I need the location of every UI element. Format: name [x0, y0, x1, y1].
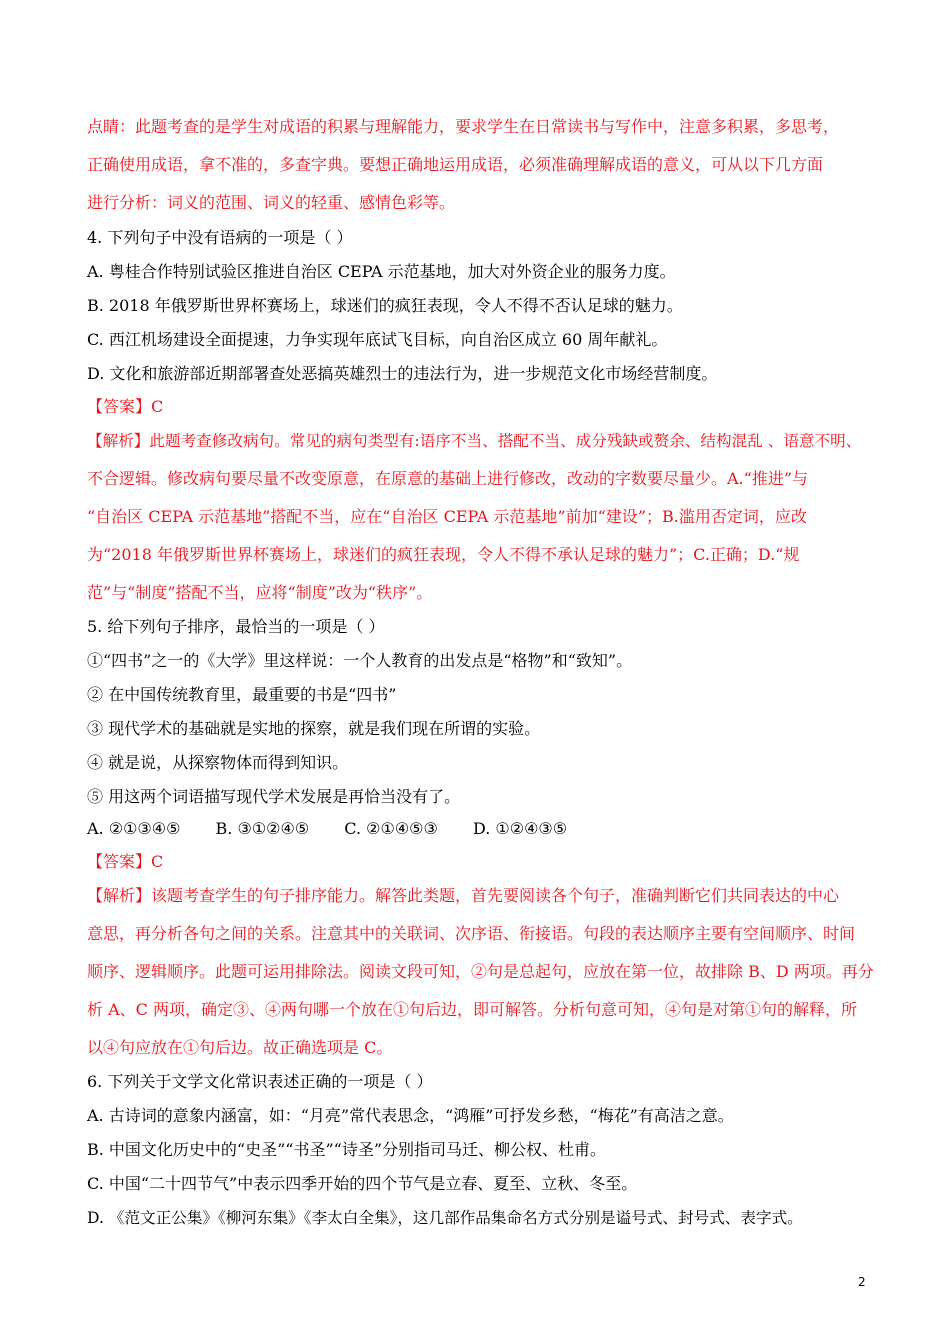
question-5-analysis-line: 【解析】该题考查学生的句子排序能力。解答此类题，首先要阅读各个句子，准确判断它们共同表达的中心: [87, 886, 840, 905]
question-4-analysis-line: 范”与“制度”搭配不当，应将“制度”改为“秩序”。: [87, 583, 433, 602]
question-6-option-b: B. 中国文化历史中的“史圣”“书圣”“诗圣”分别指司马迁、柳公权、杜甫。: [87, 1140, 607, 1159]
question-4-analysis-line: “自治区 CEPA 示范基地”搭配不当，应在“自治区 CEPA 示范基地”前加“建设”；B.滥用否定词，应改: [87, 507, 807, 526]
question-5-option-b: B. ③①②④⑤: [215, 819, 310, 838]
page-number: 2: [858, 1275, 866, 1289]
question-5-stem: 5. 给下列句子排序，最恰当的一项是（ ）: [87, 617, 385, 636]
question-4-analysis-line: 为“2018 年俄罗斯世界杯赛场上，球迷们的疯狂表现，令人不得不承认足球的魅力”；C.正确；D.“规: [87, 545, 800, 564]
question-6-option-c: C. 中国“二十四节气”中表示四季开始的四个节气是立春、夏至、立秋、冬至。: [87, 1174, 638, 1193]
question-5-sentence: ④ 就是说，从探察物体而得到知识。: [87, 753, 349, 772]
question-6-option-a: A. 古诗词的意象内涵富，如：“月亮”常代表思念，“鸿雁”可抒发乡愁，“梅花”有高洁之意。: [87, 1106, 734, 1125]
question-4-option-b: B. 2018 年俄罗斯世界杯赛场上，球迷们的疯狂表现，令人不得不否认足球的魅力。: [87, 296, 683, 315]
question-5-analysis-line: 顺序、逻辑顺序。此题可运用排除法。阅读文段可知，②句是总起句，应放在第一位，故排除 B、D 两项。再分: [87, 962, 874, 981]
question-4-option-d: D. 文化和旅游部近期部署查处恶搞英雄烈士的违法行为，进一步规范文化市场经营制度。: [87, 364, 718, 383]
question-5-sentence: ③ 现代学术的基础就是实地的探察，就是我们现在所谓的实验。: [87, 719, 541, 738]
question-5-option-c: C. ②①④⑤③: [344, 819, 438, 838]
question-4-analysis-line: 不合逻辑。修改病句要尽量不改变原意，在原意的基础上进行修改，改动的字数要尽量少。A.“推进”与: [87, 469, 809, 488]
question-5-sentence: ⑤ 用这两个词语描写现代学术发展是再恰当没有了。: [87, 787, 461, 806]
question-5-analysis-line: 析 A、C 两项，确定③、④两句哪一个放在①句后边，即可解答。分析句意可知，④句是对第①句的解释，所: [87, 1000, 857, 1019]
question-4-option-a: A. 粤桂合作特别试验区推进自治区 CEPA 示范基地，加大对外资企业的服务力度。: [87, 262, 676, 281]
question-4-answer: 【答案】C: [87, 397, 164, 416]
question-6-option-d: D. 《范文正公集》《柳河东集》《李太白全集》，这几部作品集命名方式分别是谥号式、封号式、表字式。: [87, 1209, 803, 1227]
question-5-sentence: ①“四书”之一的《大学》里这样说：一个人教育的出发点是“格物”和“致知”。: [87, 651, 633, 670]
question-5-option-a: A. ②①③④⑤: [87, 819, 181, 838]
hint-line: 点睛：此题考查的是学生对成语的积累与理解能力，要求学生在日常读书与写作中，注意多积累，多思考，: [87, 117, 840, 136]
question-4-analysis-line: 【解析】此题考查修改病句。常见的病句类型有:语序不当、搭配不当、成分残缺或赘余、结构混乱 、语意不明、: [87, 432, 862, 450]
question-5-options: [87, 819, 597, 839]
question-5-option-d: D. ①②④③⑤: [472, 819, 568, 838]
hint-line: 正确使用成语，拿不准的，多查字典。要想正确地运用成语，必须准确理解成语的意义，可从以下几方面: [87, 155, 824, 174]
question-5-sentence: ② 在中国传统教育里，最重要的书是“四书”: [87, 685, 397, 704]
hint-line: 进行分析：词义的范围、词义的轻重、感情色彩等。: [87, 193, 456, 212]
question-6-stem: 6. 下列关于文学文化常识表述正确的一项是（ ）: [87, 1072, 433, 1091]
question-5-analysis-line: 意思，再分析各句之间的关系。注意其中的关联词、次序语、衔接语。句段的表达顺序主要有空间顺序、时间: [87, 924, 856, 943]
question-5-answer: 【答案】C: [87, 852, 164, 871]
question-4-stem: 4. 下列句子中没有语病的一项是（ ）: [87, 228, 353, 247]
question-5-analysis-line: 以④句应放在①句后边。故正确选项是 C。: [87, 1038, 393, 1057]
question-4-option-c: C. 西江机场建设全面提速，力争实现年底试飞目标，向自治区成立 60 周年献礼。: [87, 330, 668, 349]
